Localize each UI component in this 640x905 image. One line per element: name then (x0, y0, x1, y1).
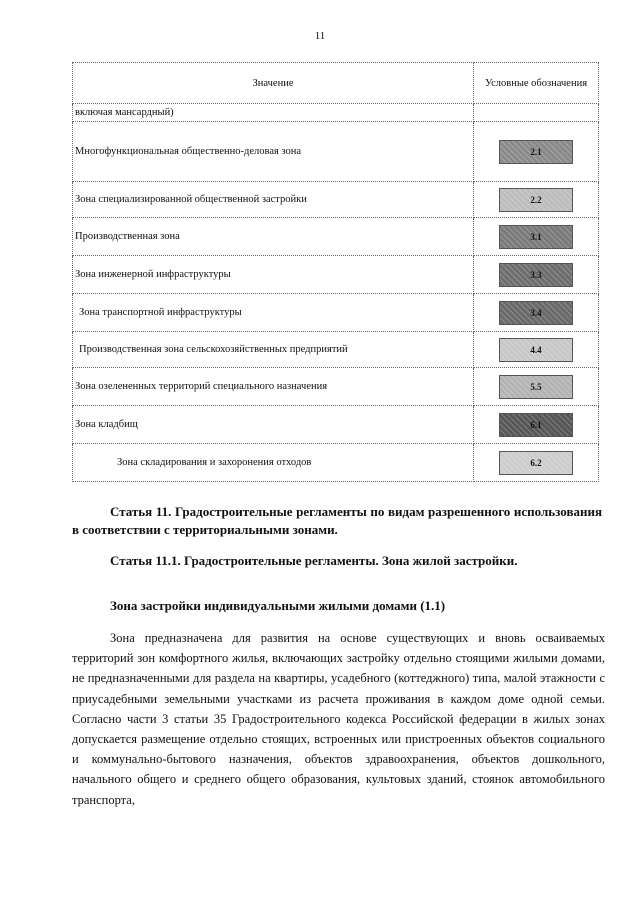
zone-label: Зона транспортной инфраструктуры (73, 294, 474, 332)
zone-label: Зона озелененных территорий специального назначения (73, 368, 474, 406)
zone-label: Зона инженерной инфраструктуры (73, 256, 474, 294)
article-11-1-heading: Статья 11.1. Градостроительные регламенты. Зона жилой застройки. (110, 553, 518, 568)
zone-symbol-cell (474, 406, 599, 444)
article-11-heading: Статья 11. Градостроительные регламенты по видам разрешенного использования в соответствии с территориальными зонами. (72, 504, 602, 537)
header-value: Значение (73, 63, 474, 104)
zone-label: Многофункциональная общественно-деловая зона (73, 122, 474, 182)
zone-symbol-cell (474, 182, 599, 218)
zone-1-1-heading: Зона застройки индивидуальными жилыми домами (1.1) (110, 598, 446, 613)
zone-color-swatch: 6.2 (499, 451, 573, 475)
zone-color-swatch: 4.4 (499, 338, 573, 362)
table-header-row (73, 63, 599, 104)
zone-label: Производственная зона сельскохозяйственных предприятий (73, 332, 474, 368)
zone-symbol-cell (474, 256, 599, 294)
table-row (73, 332, 599, 368)
table-row (73, 294, 599, 332)
zone-color-swatch: 6.1 (499, 413, 573, 437)
zone-symbol-cell (474, 444, 599, 482)
zone-symbol-cell (474, 368, 599, 406)
table-row (73, 368, 599, 406)
header-symbols: Условные обозначения (474, 63, 599, 104)
zone-label: Зона кладбищ (73, 406, 474, 444)
zone-legend-table (72, 62, 599, 482)
zone-color-swatch: 2.2 (499, 188, 573, 212)
zone-color-swatch: 3.1 (499, 225, 573, 249)
zone-symbol-cell (474, 294, 599, 332)
zone-color-swatch: 5.5 (499, 375, 573, 399)
zone-label: Производственная зона (73, 218, 474, 256)
zone-symbol-cell (474, 122, 599, 182)
table-row (73, 256, 599, 294)
table-row (73, 104, 599, 122)
zone-color-swatch: 3.3 (499, 263, 573, 287)
zone-label: Зона складирования и захоронения отходов (73, 444, 474, 482)
table-row (73, 218, 599, 256)
zone-description-paragraph: Зона предназначена для развития на основе существующих и вновь осваиваемых территорий зон комфортного жилья, включающих застройку отдельно стоящими жилыми домами, не предназначенными для раздела на квартиры, усадебного (коттеджного) типа, малой этажности с приусадебными земельными участками из расчета проживания в каждом доме одной семьи. Согласно части 3 статьи 35 Градостроительного кодекса Российской федерации в жилых зонах допускается размещение отдельно стоящих, встроенных или пристроенных объектов социального и коммунально-бытового назначения, объектов здравоохранения, объектов дошкольного, начального общего и среднего общего образования, культовых зданий, стоянок автомобильного транспорта, (72, 631, 605, 807)
page-number: 11 (314, 30, 326, 42)
table-row (73, 444, 599, 482)
zone-color-swatch: 3.4 (499, 301, 573, 325)
zone-symbol-cell (474, 332, 599, 368)
table-row (73, 182, 599, 218)
table-row (73, 406, 599, 444)
zone-color-swatch: 2.1 (499, 140, 573, 164)
zone-label: Зона специализированной общественной застройки (73, 182, 474, 218)
table-row (73, 122, 599, 182)
zone-symbol-cell (474, 104, 599, 122)
zone-label: включая мансардный) (73, 104, 474, 122)
zone-symbol-cell (474, 218, 599, 256)
